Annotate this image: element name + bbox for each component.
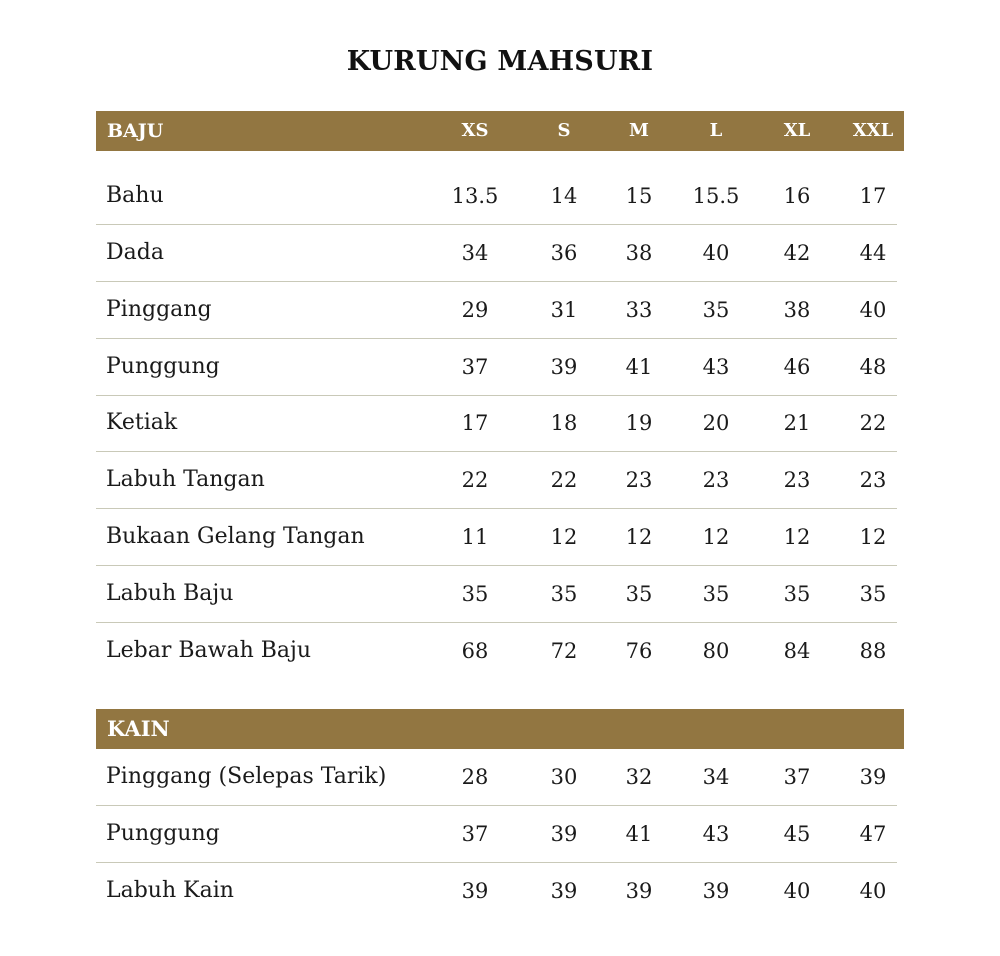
table-cell: 29 (461, 298, 489, 322)
table-cell: 12 (550, 525, 578, 549)
row-label: Labuh Kain (106, 878, 234, 903)
table-cell: 39 (702, 879, 730, 903)
size-header-l: L (709, 120, 723, 141)
size-header-xxl: XXL (852, 120, 894, 141)
table-cell: 18 (550, 411, 578, 435)
table-cell: 38 (783, 298, 811, 322)
table-cell: 34 (702, 765, 730, 789)
table-cell: 21 (783, 411, 811, 435)
page-title: KURUNG MAHSURI (346, 46, 654, 77)
section-header-baju (96, 111, 904, 151)
table-cell: 42 (783, 241, 811, 265)
section-label-baju: BAJU (107, 120, 164, 142)
table-cell: 12 (859, 525, 887, 549)
table-cell: 17 (461, 411, 489, 435)
table-cell: 31 (550, 298, 578, 322)
table-cell: 46 (783, 355, 811, 379)
table-cell: 39 (550, 879, 578, 903)
table-cell: 28 (461, 765, 489, 789)
table-cell: 41 (625, 822, 653, 846)
table-cell: 14 (550, 184, 578, 208)
table-row (96, 863, 897, 919)
table-row (96, 282, 897, 339)
table-cell: 35 (625, 582, 653, 606)
table-row (96, 509, 897, 566)
table-cell: 34 (461, 241, 489, 265)
table-cell: 72 (550, 639, 578, 663)
table-cell: 37 (461, 355, 489, 379)
table-cell: 22 (859, 411, 887, 435)
row-label: Pinggang (106, 297, 212, 322)
row-label: Dada (106, 240, 164, 265)
table-cell: 23 (702, 468, 730, 492)
table-cell: 15 (625, 184, 653, 208)
table-cell: 17 (859, 184, 887, 208)
table-cell: 22 (461, 468, 489, 492)
table-cell: 88 (859, 639, 887, 663)
table-cell: 11 (461, 525, 489, 549)
table-cell: 35 (859, 582, 887, 606)
row-label: Bahu (106, 183, 164, 208)
row-label: Labuh Baju (106, 581, 234, 606)
table-cell: 48 (859, 355, 887, 379)
table-cell: 39 (461, 879, 489, 903)
table-cell: 44 (859, 241, 887, 265)
table-cell: 23 (859, 468, 887, 492)
table-cell: 32 (625, 765, 653, 789)
size-header-m: M (629, 120, 649, 141)
table-cell: 84 (783, 639, 811, 663)
table-cell: 19 (625, 411, 653, 435)
table-cell: 15.5 (692, 184, 740, 208)
table-row (96, 395, 897, 452)
table-row (96, 749, 897, 806)
table-cell: 39 (625, 879, 653, 903)
table-cell: 39 (550, 355, 578, 379)
table-cell: 41 (625, 355, 653, 379)
table-cell: 23 (783, 468, 811, 492)
table-cell: 80 (702, 639, 730, 663)
table-cell: 12 (702, 525, 730, 549)
table-row (96, 339, 897, 396)
table-cell: 37 (461, 822, 489, 846)
table-cell: 16 (783, 184, 811, 208)
table-row (96, 452, 897, 509)
table-cell: 47 (859, 822, 887, 846)
table-row (96, 806, 897, 863)
table-cell: 39 (859, 765, 887, 789)
table-cell: 36 (550, 241, 578, 265)
size-header-s: S (557, 120, 571, 141)
size-header-xl: XL (783, 120, 811, 141)
section-label-kain: KAIN (107, 716, 170, 741)
size-header-xs: XS (461, 120, 489, 141)
table-cell: 33 (625, 298, 653, 322)
table-row (96, 623, 897, 679)
table-cell: 40 (859, 298, 887, 322)
table-cell: 12 (625, 525, 653, 549)
table-cell: 38 (625, 241, 653, 265)
table-cell: 45 (783, 822, 811, 846)
table-cell: 43 (702, 822, 730, 846)
table-cell: 30 (550, 765, 578, 789)
row-label: Bukaan Gelang Tangan (106, 524, 365, 549)
table-cell: 35 (783, 582, 811, 606)
row-label: Ketiak (106, 410, 178, 435)
table-row (96, 566, 897, 623)
row-label: Lebar Bawah Baju (106, 638, 312, 663)
table-cell: 35 (550, 582, 578, 606)
table-row (96, 168, 897, 225)
table-cell: 20 (702, 411, 730, 435)
table-cell: 40 (783, 879, 811, 903)
table-cell: 13.5 (451, 184, 499, 208)
table-cell: 35 (702, 582, 730, 606)
table-cell: 22 (550, 468, 578, 492)
row-label: Labuh Tangan (106, 467, 265, 492)
table-cell: 12 (783, 525, 811, 549)
row-label: Punggung (106, 821, 220, 846)
row-label: Punggung (106, 354, 220, 379)
table-cell: 40 (859, 879, 887, 903)
table-cell: 40 (702, 241, 730, 265)
table-cell: 35 (702, 298, 730, 322)
table-cell: 39 (550, 822, 578, 846)
table-cell: 37 (783, 765, 811, 789)
row-label: Pinggang (Selepas Tarik) (106, 764, 387, 789)
table-cell: 76 (625, 639, 653, 663)
table-row (96, 225, 897, 282)
table-cell: 43 (702, 355, 730, 379)
table-cell: 35 (461, 582, 489, 606)
table-cell: 68 (461, 639, 489, 663)
table-cell: 23 (625, 468, 653, 492)
section-header-kain (96, 709, 904, 749)
